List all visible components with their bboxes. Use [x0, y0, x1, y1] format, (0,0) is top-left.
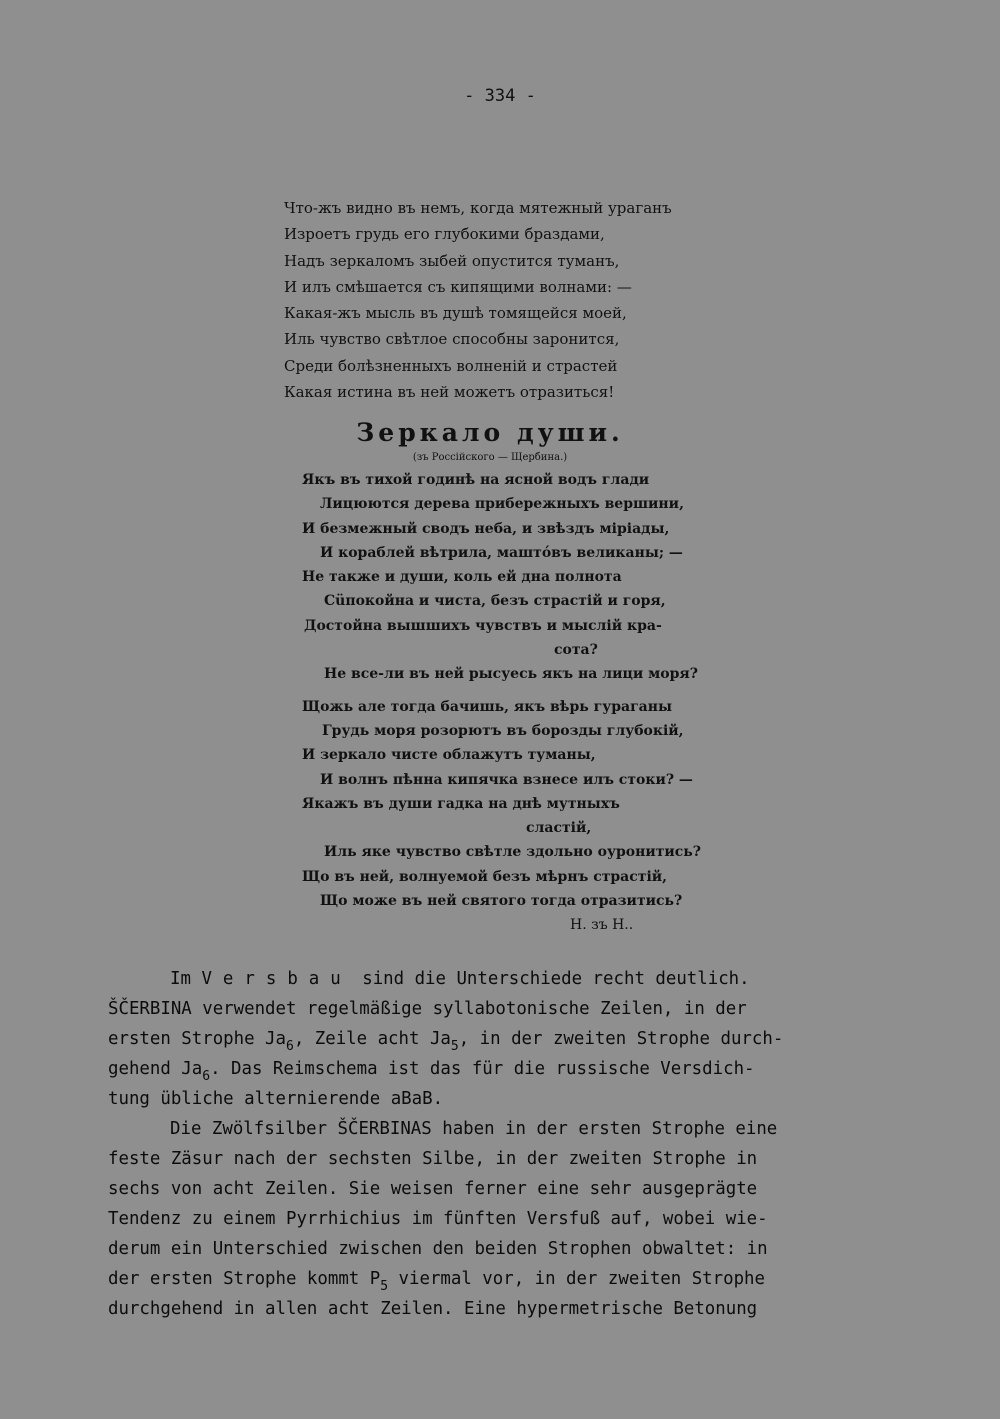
- poem-line: Что-жъ видно въ немъ, когда мятежный ураганъ: [284, 199, 672, 217]
- subscript: 6: [286, 1039, 294, 1054]
- poem-line: Изроетъ грудь его глубокими браздами,: [284, 225, 605, 244]
- poem-line: Що въ ней, волнуемой безъ мѣрнъ страстій,: [302, 868, 668, 885]
- text-span: ersten Strophe Ja: [108, 1029, 286, 1049]
- text-line: Die Zwölfsilber ŠČERBINAS haben in der ersten Strophe eine: [170, 1119, 778, 1139]
- subscript: 5: [450, 1039, 459, 1054]
- poem-line: Не также и души, коль ей дна полнота: [302, 569, 622, 586]
- poem-line: Грудь моря розорютъ въ борозды глубокій,: [322, 722, 684, 739]
- poem-signature: Н. зъ Н..: [570, 917, 634, 934]
- text-line: [108, 1264, 898, 1294]
- subscript: 5: [380, 1279, 389, 1294]
- text-line: sechs von acht Zeilen. Sie weisen ferner eine sehr ausgeprägte: [108, 1179, 758, 1199]
- text-span: viermal vor, in der zweiten Strophe: [388, 1269, 765, 1289]
- text-line: tung übliche alternierende aBaB.: [108, 1089, 444, 1109]
- text-line: [108, 1024, 898, 1054]
- poem-line: Щожь але тогда бачишь, якъ вѣрь гураганы: [302, 698, 673, 715]
- text-span: , Zeile acht Ja: [293, 1029, 451, 1049]
- text-line: [108, 1054, 898, 1084]
- text-line: derum ein Unterschied zwischen den beiden Strophen obwaltet: in: [108, 1239, 768, 1259]
- poem-line: Какая-жъ мысль въ душѣ томящейся моей,: [284, 304, 627, 323]
- poem-line: Иль яке чувство свѣтле здольно оуронитись?: [324, 844, 701, 861]
- subscript: 6: [202, 1069, 211, 1084]
- poem-line: Достойна вышшихъ чувствъ и мыслій кра-: [304, 617, 662, 634]
- poem-line: И волнъ пѣнна кипячка взнесе илъ стоки? —: [320, 771, 693, 788]
- poem-line: И зеркало чисте облажутъ туманы,: [302, 747, 596, 764]
- poem-line: Якъ въ тихой годинѣ на ясной водъ глади: [302, 472, 650, 488]
- text-span: . Das Reimschema ist das für die russische Versdich-: [210, 1059, 755, 1079]
- text-line: [108, 964, 898, 994]
- text-span: Im: [170, 969, 191, 989]
- poem-line: Иль чувство свѣтлое способны заронится,: [284, 330, 620, 349]
- poem-line: Надъ зеркаломъ зыбей опустится туманъ,: [284, 251, 620, 270]
- poem-line: сластій,: [526, 820, 592, 837]
- poem-line: сота?: [554, 642, 598, 659]
- poem-line: Що може въ ней святого тогда отразитись?: [320, 893, 683, 910]
- text-span: , in der zweiten Strophe durch-: [458, 1029, 784, 1049]
- text-line: feste Zäsur nach der sechsten Silbe, in der zweiten Strophe in: [108, 1149, 758, 1169]
- poem-line: И илъ смѣшается съ кипящими волнами: —: [284, 277, 632, 296]
- poem-line: И безмежный сводъ неба, и звѣздъ міріады,: [302, 520, 670, 537]
- text-line: Tendenz zu einem Pyrrhichius im fünften Versfuß auf, wobei wie-: [108, 1209, 768, 1229]
- poem-line: Не все-ли въ ней рысуесь якъ на лици моря?: [324, 666, 698, 683]
- poem-subtitle: (зъ Россійского — Щербина.): [412, 452, 568, 463]
- poem-line: И кораблей вѣтрила, маштóвъ великаны; —: [320, 544, 683, 561]
- spaced-word: Versbau: [201, 969, 352, 989]
- poem-line: Какая истина въ ней можетъ отразиться!: [284, 383, 615, 402]
- poem-line: Лицюются дерева прибережныхъ вершини,: [320, 496, 684, 513]
- poem-title: Зеркало души.: [356, 418, 624, 447]
- text-span: der ersten Strophe kommt P: [108, 1269, 381, 1289]
- rusyn-poem: [300, 468, 701, 938]
- stanza-gap: [300, 687, 680, 695]
- poem-line: Среди болѣзненныхъ волненій и страстей: [284, 356, 618, 375]
- page-number: - 334 -: [464, 86, 536, 106]
- text-span: gehend Ja: [108, 1059, 203, 1079]
- body-text: [108, 964, 898, 1324]
- russian-poem: [284, 195, 744, 405]
- text-span: sind die Unterschiede recht deutlich.: [362, 969, 750, 989]
- text-line: ŠČERBINA verwendet regelmäßige syllabotonische Zeilen, in der: [108, 999, 747, 1019]
- text-line: durchgehend in allen acht Zeilen. Eine hypermetrische Betonung: [108, 1299, 758, 1319]
- poem-line: Якажъ въ души гадка на днѣ мутныхъ: [302, 795, 620, 812]
- poem-line: Сüпокойна и чиста, безъ страстій и горя,: [324, 593, 666, 610]
